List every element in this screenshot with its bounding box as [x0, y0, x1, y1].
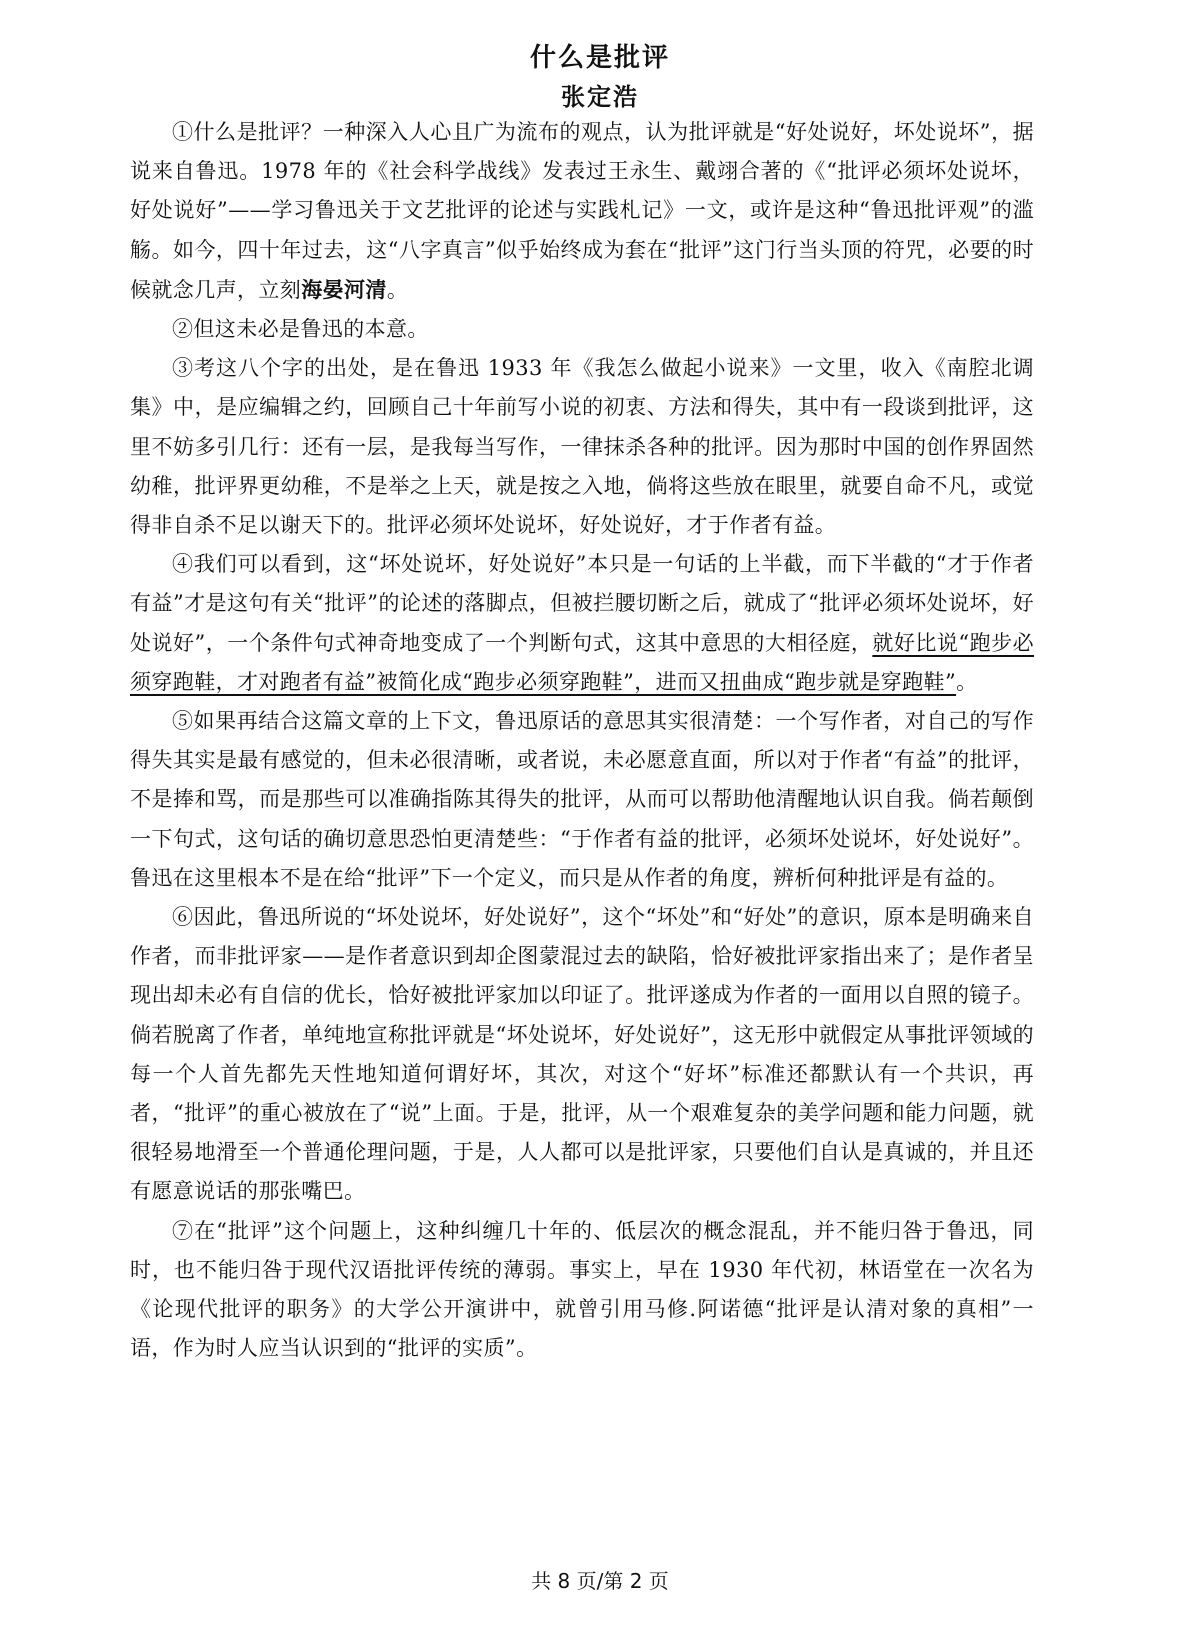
paragraph-2: ②但这未必是鲁迅的本意。	[172, 317, 429, 342]
paragraph-7: ⑦在“批评”这个问题上，这种纠缠几十年的、低层次的概念混乱，并不能归咎于鲁迅，同时，也不能归咎于现代汉语批评传统的薄弱。事实上，早在 1930 年代初，林语堂在一次名为《论现代批评的职务》的大学公开演讲中，就曾引用马修.阿诺德“批评是认清对象的真相”一语，作为时人应当认识到的“批评的实质”。	[130, 1218, 1034, 1361]
paragraph-1-text: ①什么是批评？一种深入人心且广为流布的观点，认为批评就是“好处说好，坏处说坏”，据说来自鲁迅。1978 年的《社会科学战线》发表过王永生、戴翊合著的《“批评必须坏处说坏，好处说好”——学习鲁迅关于文艺批评的论述与实践札记》一文，或许是这种“鲁迅批评观”的滥觞。如今，四十年过去，这“八字真言”似乎始终成为套在“批评”这门行当头顶的符咒，必要的时候就念几声，立刻	[130, 120, 1034, 302]
paragraph-1	[130, 113, 1034, 310]
paragraph-6: ⑥因此，鲁迅所说的“坏处说坏，好处说好”，这个“坏处”和“好处”的意识，原本是明确来自作者，而非批评家——是作者意识到却企图蒙混过去的缺陷，恰好被批评家指出来了；是作者呈现出却未必有自信的优长，恰好被批评家加以印证了。批评遂成为作者的一面用以自照的镜子。倘若脱离了作者，单纯地宣称批评就是“坏处说坏，好处说好”，这无形中就假定从事批评领域的每一个人首先都先天性地知道何谓好坏，其次，对这个“好坏”标准还都默认有一个共识，再者，“批评”的重心被放在了“说”上面。于是，批评，从一个艰难复杂的美学问题和能力问题，就很轻易地滑至一个普通伦理问题，于是，人人都可以是批评家，只要他们自认是真诚的，并且还有愿意说话的那张嘴巴。	[130, 905, 1034, 1204]
article-body	[130, 113, 1034, 1369]
paragraph-1-bold-phrase: 海晏河清	[301, 276, 387, 302]
paragraph-4-text: ④我们可以看到，这“坏处说坏，好处说好”本只是一句话的上半截，而下半截的“才于作者有益”才是这句有关“批评”的论述的落脚点，但被拦腰切断之后，就成了“批评必须坏处说坏，好处说好”，一个条件句式神奇地变成了一个判断句式，这其中意思的大相径庭，	[130, 552, 1034, 655]
paragraph-4	[130, 545, 1034, 702]
article-title: 什么是批评	[529, 43, 670, 73]
paragraph-5: ⑤如果再结合这篇文章的上下文，鲁迅原话的意思其实很清楚：一个写作者，对自己的写作得失其实是最有感觉的，但未必很清晰，或者说，未必愿意直面，所以对于作者“有益”的批评，不是捧和骂，而是那些可以准确指陈其得失的批评，从而可以帮助他清醒地认识自我。倘若颠倒一下句式，这句话的确切意思恐怕更清楚些：“于作者有益的批评，必须坏处说坏，好处说好”。鲁迅在这里根本不是在给“批评”下一个定义，而只是从作者的角度，辨析何种批评是有益的。	[130, 709, 1034, 890]
paragraph-4-end: 。	[956, 669, 978, 694]
paragraph-3: ③考这八个字的出处，是在鲁迅 1933 年《我怎么做起小说来》一文里，收入《南腔北调集》中，是应编辑之约，回顾自己十年前写小说的初衷、方法和得失，其中有一段谈到批评，这里不妨多引几行：还有一层，是我每当写作，一律抹杀各种的批评。因为那时中国的创作界固然幼稚，批评界更幼稚，不是举之上天，就是按之入地，倘将这些放在眼里，就要自命不凡，或觉得非自杀不足以谢天下的。批评必须坏处说坏，好处说好，才于作者有益。	[130, 356, 1034, 538]
article-author: 张定浩	[561, 82, 639, 111]
paragraph-1-end: 。	[386, 277, 409, 302]
paragraph-4-underlined-sentence: 就好比说“跑步必须穿跑鞋，才对跑者有益”被简化成“跑步必须穿跑鞋”，进而又扭曲成“跑步就是穿跑鞋”	[130, 630, 1035, 694]
page-footer: 共 8 页/第 2 页	[531, 1569, 669, 1593]
